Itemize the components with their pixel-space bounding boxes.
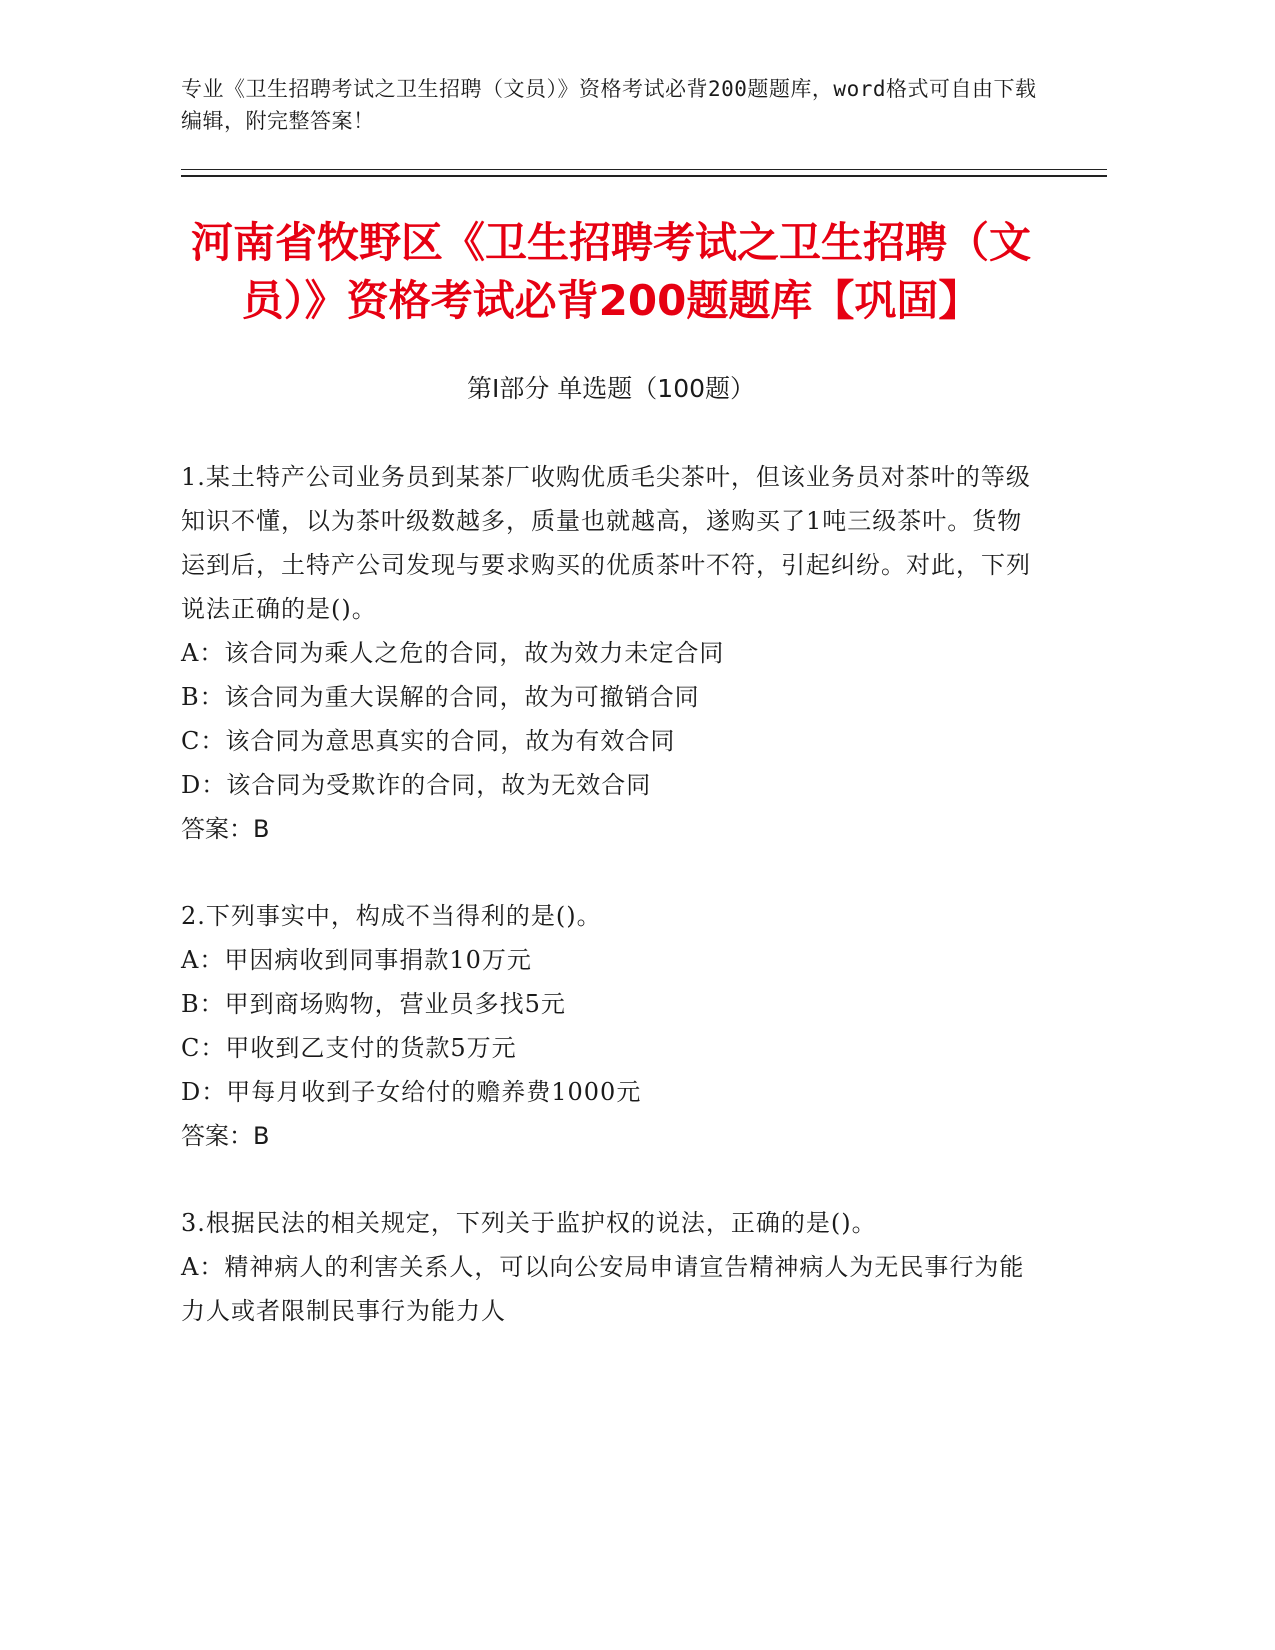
section-heading: 第I部分 单选题（100题） — [466, 374, 756, 403]
option-a: A：精神病人的利害关系人，可以向公安局申请宣告精神病人为无民事行为能力人或者限制民事行为能力人 — [181, 1253, 1025, 1325]
option-a: A：甲因病收到同事捐款10万元 — [181, 946, 532, 974]
answer: 答案：B — [181, 815, 270, 843]
option-d: D：该合同为受欺诈的合同，故为无效合同 — [181, 771, 652, 799]
option-d: D：甲每月收到子女给付的赡养费1000元 — [181, 1078, 642, 1106]
question-item — [181, 455, 1041, 851]
divider-line — [181, 175, 1107, 177]
question-item — [181, 1201, 1041, 1333]
header-note: 专业《卫生招聘考试之卫生招聘（文员）》资格考试必背200题题库，word格式可自由下载编辑，附完整答案！ — [181, 77, 1037, 133]
question-stem: 2.下列事实中，构成不当得利的是()。 — [181, 902, 602, 930]
question-stem: 3.根据民法的相关规定，下列关于监护权的说法，正确的是()。 — [181, 1209, 877, 1237]
option-b: B：甲到商场购物，营业员多找5元 — [181, 990, 566, 1018]
option-b: B：该合同为重大误解的合同，故为可撤销合同 — [181, 683, 700, 711]
document-title: 河南省牧野区《卫生招聘考试之卫生招聘（文员）》资格考试必背200题题库【巩固】 — [190, 218, 1031, 325]
question-item — [181, 894, 1041, 1158]
question-stem: 1.某土特产公司业务员到某茶厂收购优质毛尖茶叶，但该业务员对茶叶的等级知识不懂，以为茶叶级数越多，质量也就越高，遂购买了1吨三级茶叶。货物运到后，土特产公司发现与要求购买的优质茶叶不符，引起纠纷。对此，下列说法正确的是()。 — [181, 463, 1031, 623]
option-c: C：该合同为意思真实的合同，故为有效合同 — [181, 727, 676, 755]
option-c: C：甲收到乙支付的货款5万元 — [181, 1034, 517, 1062]
answer: 答案：B — [181, 1122, 270, 1150]
option-a: A：该合同为乘人之危的合同，故为效力未定合同 — [181, 639, 725, 667]
divider-line — [181, 169, 1107, 170]
question-list — [181, 455, 1041, 1376]
